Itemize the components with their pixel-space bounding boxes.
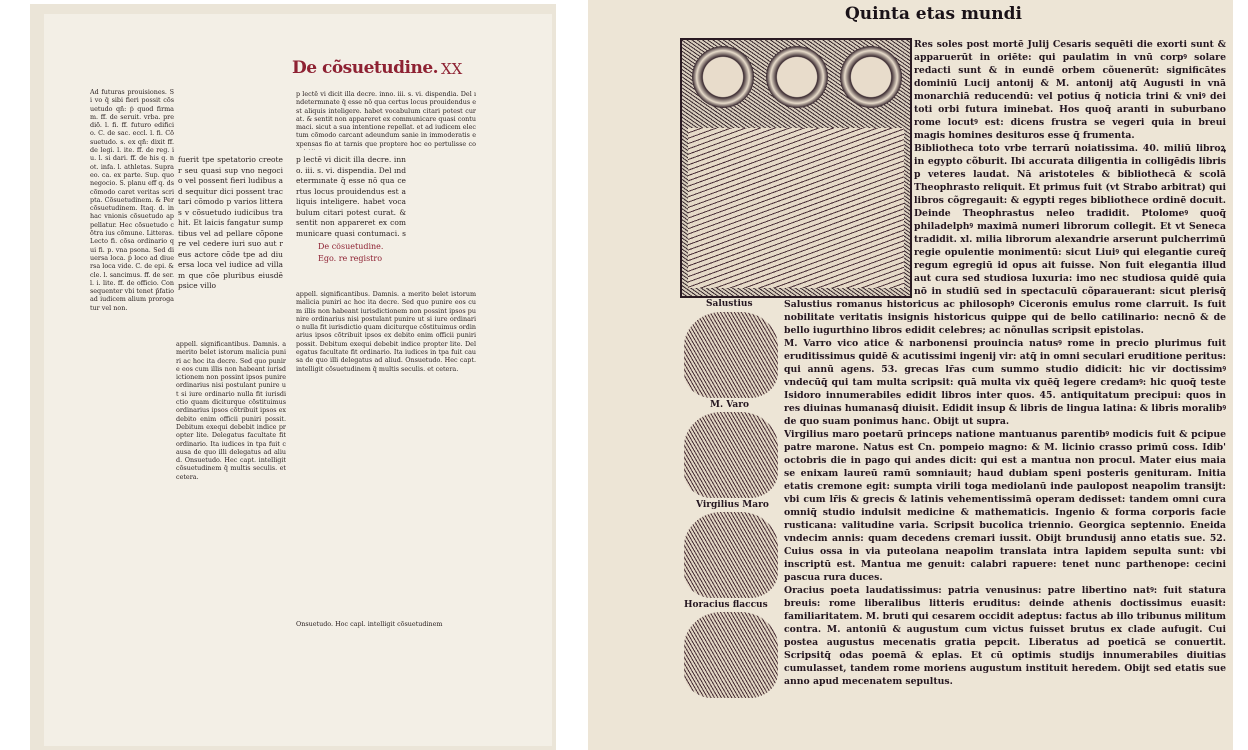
- paragraph-bibliotheca: Bibliotheca toto vrbe terrarū noiatissima. 40. miliū libroꝝ in egypto cõburit. Ibi accurata diligentia in colligēdis libris p veteres laudat. Nā aristoteles & bibliothecā & scolā Theophrasto reliquit. Et primus fuit (vt Strabo arbitrat) qui libros cõgregauit: & egypti reges bibliothece ordinē docuit. Deinde Theophrastus neleo tradidit. Ptolomeꝰ quoq̄ philadelphꝰ maximā numeri librorum collegit. Et vt Seneca tradidit. xl. milia librorum alexandrie arserunt pulcherrimū regie opulentie monimentū: sicut Liuiꝰ qui elegantie cureq̄ regum egregiū id opus ait fuisse. Non fuit elegantia illud aut cura sed studiosa luxuria: imo nec studiosa quidē quia nō in studiū sed in spectaculū cõparauerant: sicut plerisq̄: [914, 143, 1226, 296]
- caption-varro: M. Varo: [710, 400, 749, 410]
- sun-face-icon: [766, 46, 828, 108]
- right-gloss-bottom: appell. significantibus. Damnis. a merito belet istorum malicia puniri ac hoc ita decre. Sed quo punire eos cum illis non habeant iurisdictionem non possint ipsos punire ordinarius nisi postulant punire ut si iure ordinario nulla fit iurisdictio quam diciturque cõstituimus ordinarius ipsos cõtribuit ipsos ex debito enim officii puniri possit. Debitum exequi debebit indice propter lite. Delegatus facultate fit ordinario. Ita iudices in tpa fuit causa de quo illi delegatus ad aliud. Onsuetudo. Hec capt. intelligit cõsuetudinem q̄ multis seculis. et cetera.: [296, 290, 476, 373]
- portrait-varro: [684, 412, 778, 498]
- center-gloss-bottom: appell. significantibus. Damnis. a merito belet istorum malicia puniri ac hoc ita decre. Sed quo punire eos cum illis non habeant iurisdictionem non possint ipsos punire ordinarius nisi postulant punire ut si iure ordinario nulla fit iurisdictio quam diciturque cõstituimus ordinarius ipsos cõtribuit ipsos ex debito enim officii puniri possit. Debitum exequi debebit indice propter lite. Delegatus facultate fit ordinario. Ita iudices in tpa fuit causa de quo illi delegatus ad aliud. Onsuetudo. Hec capt. intelligit cõsuetudinem q̄ multis seculis. et cetera.: [176, 340, 286, 481]
- subheading: De cõsuetudine.: [318, 243, 384, 251]
- rubric: Ego. re registro: [318, 255, 383, 263]
- paragraph-virgilius: Virgilius maro poetarū princeps natione mantuanus parentibꝰ modicis fuit & pcipue patre marone. Natus est Cn. pompeio magno: & M. licinio crasso primū coss. Idib' octobris die in pago qui andes dicit: qui est a mantua non procul. Mater eius maia se enixam laureū ramū somniauit; haud dubiam speni posteris genituram. Initia etatis cremone egit: sumpta virili toga mediolanū inde paulopost neapolim transijt: vbi cum lr̄is & grecis & latinis vehementissimā operam dedisset: tandem omni cura omniq̄ studio indulsit medicine & mathematicis. Ingenio & forma corporis facie rusticana: valitudine varia. Scripsit bucolica triennio. Georgica septennio. Eneida vndecim annis: quam decedens cremari iussit. Obijt brundusij anno etatis sue. 52. Cuius ossa in via puteolana neapolim translata intra lapidem sepulta sunt: vbi inscriptū est. Mantua me genuit: calabri rapuere: tenet nunc parthenope: cecini pascua rura duces.: [784, 429, 1226, 583]
- caption-virgilius: Virgilius Maro: [696, 500, 769, 510]
- rubric-bottom: Onsuetudo. Hoc capl. intelligit cõsuetudinem: [296, 620, 443, 628]
- caption-horacius: Horacius flaccus: [684, 600, 768, 610]
- left-page-heading: De cõsuetudine.: [292, 58, 439, 78]
- portrait-virgilius: [684, 512, 778, 598]
- portrait-horacius: [684, 612, 778, 698]
- sun-face-icon: [692, 46, 754, 108]
- woodcut-three-suns-and-books: [680, 38, 912, 298]
- paragraph-varro: M. Varro vico atice & narbonensi prouincia natusꝰ rome in precio plurimus fuit eruditissimus quidē & acutissimi ingenij vir: atq̄ in omni seculari eruditione peritus: qui annū agens. 53. grecas lr̄as cum summo studio didicit: hic vir doctissimꝰ vndecūq̄ qui tam multa scripsit: quā multa vix quēq̄ legere credamꝰ: hic quoq̄ teste Isidoro innumerabiles edidit libros inter quos. 45. antiquitatum precipui: quos in res diuinas humanasq̄ diuisit. Edidit insup & libris de lingua latina: & libris moralibꝰ de quo suam ponimus hanc. Obijt ut supra.: [784, 338, 1226, 427]
- paragraph-three-suns: Res soles post mortē Julij Cesaris sequēti die exorti sunt & apparuerūt in oriēte: qui paulatim in vnū corpꝰ solare redacti sunt & in eundē orbem cõuenerūt: significātes dominiū Lucij antonij & M. antonij atq̄ Augusti in vnā monarchiā reducendū: vel potius q̄ noticia trini & vniꝰ dei toti orbi futura iminebat. Hos quoq̄ aranti in suburbano rome locutꝰ est: dicens frustra se vegeri quia in breui magis homines desituros esse q̄ frumenta.: [914, 39, 1226, 141]
- portrait-salustius: [684, 312, 778, 398]
- paragraph-horacius: Oracius poeta laudatissimus: patria venusinus: patre libertino natꝰ: fuit statura breuis: rome liberalibus litteris eruditus: deinde athenis doctissimus euasit: familiaritatem. M. bruti qui cesarem occidit adeptus: factus ab illo tribunus militum contra. M. antoniū & augustum cum victus fuisset brutus ex clade aufugit. Cui postea augustus mecenatis gratia pepcit. Liberatus ad poeticā se conuertit. Scripsitq̄ odas poemā & eplas. Et cū optimis studijs innumerabiles diuitias cumulasset, tandem rome moriens augustum instituit heredem. Obijt sed etatis sue anno apud mecenatem sepultus.: [784, 585, 1226, 687]
- left-page-folio-number: XX: [441, 60, 463, 78]
- right-gloss-top: p lectē vi dicit illa decre. inno. iii. s. vi. dispendia. Del ındetermınate q̄ esse nō qua certus locus prouidendus est aliquis inteligere. habet vocabulum citari potest curat. & sentit non appareret ex communicare quasi contumaci. sicut a sua intentione repellat. et ad iudicem electum cõmodo carcant adeundum sanie in immoderatis expensas fio at tarnis que proptere hoc eo pertulisse co: [296, 90, 476, 148]
- caption-salustius: Salustius: [706, 299, 753, 309]
- burning-books-illustration: [688, 128, 904, 288]
- text-block-bottom: [784, 298, 1226, 716]
- text-block-top: [914, 38, 1226, 296]
- sun-face-icon: [840, 46, 902, 108]
- running-title: Quinta etas mundi: [845, 4, 1022, 24]
- left-gloss-column: Ad futuras prouisiones. Si vo q̄ sibi fieri possit cõsuetudo qñ: ṗ quod firmam. ff. de seruit. vrba. prediõ. l. fi. ff. futuro edificio. C. de sac. eccl. l. fi. Cõsuetudo. s. ex qñ: dixit ff. de legi. l. ite. ff. de reg. iu. l. si dari. ff. de his q. not. infa. l. athletas. Supra eo. ca. ex parte. Sup. quo negocio. S. planu eff q. ds cõmodo caret veritas scripta. Cõsuetudinem. & Per cõsuetudinem. Itaq. d. in hac vnionis cõsuetudo appellatur. Hec cõsuetudo cõtra ius cõmune. Litteras. Lecto fi. cõsa ordinario qui fi. p. vna psona. Sed diuersa loca. ṗ loco ad diuersa loca vide. C. de epi. & cle. l. sancimus. ff. de ser. l. i. lite. ff. de officio. Consequenter vbi tenet p̄fatio ad iudicem alium prorogatur vel non.: [90, 88, 174, 312]
- paragraph-salustius: Salustius romanus historicus ac philosophꝰ Ciceronis emulus rome clarruit. Is fuit nobilitate veritatis insignis historicus quippe qui de bello catilinario: necnō & de bello iugurthino libros edidit celebres; ac nõnullas scripsit epistolas.: [784, 299, 1226, 336]
- right-main-text: p lectē vi dicit illa decre. inno. iii. s. vi. dispendia. Del ındetermınate q̄ esse nō qua certus locus prouidendus est aliquis inteligere. habet vocabulum citari potest curat. & sentit non appareret ex communicare quasi contumaci. s: [296, 155, 406, 238]
- left-main-text: fuerit tpe spetatorio creoter seu quasi sup vno negocio vel possent fieri ludibus ad sequitur dici possent tractari cõmodo p varios litteras v cõsuetudo iudicibus trahit. Et laicis fangatur sumptibus vel ad pellare cõponere vel cedere iuri suo aut reus actore cõde tpe ad diuersa loca vel iudice ad villam que cõe pluribus eiusdē psice villo: [178, 155, 283, 290]
